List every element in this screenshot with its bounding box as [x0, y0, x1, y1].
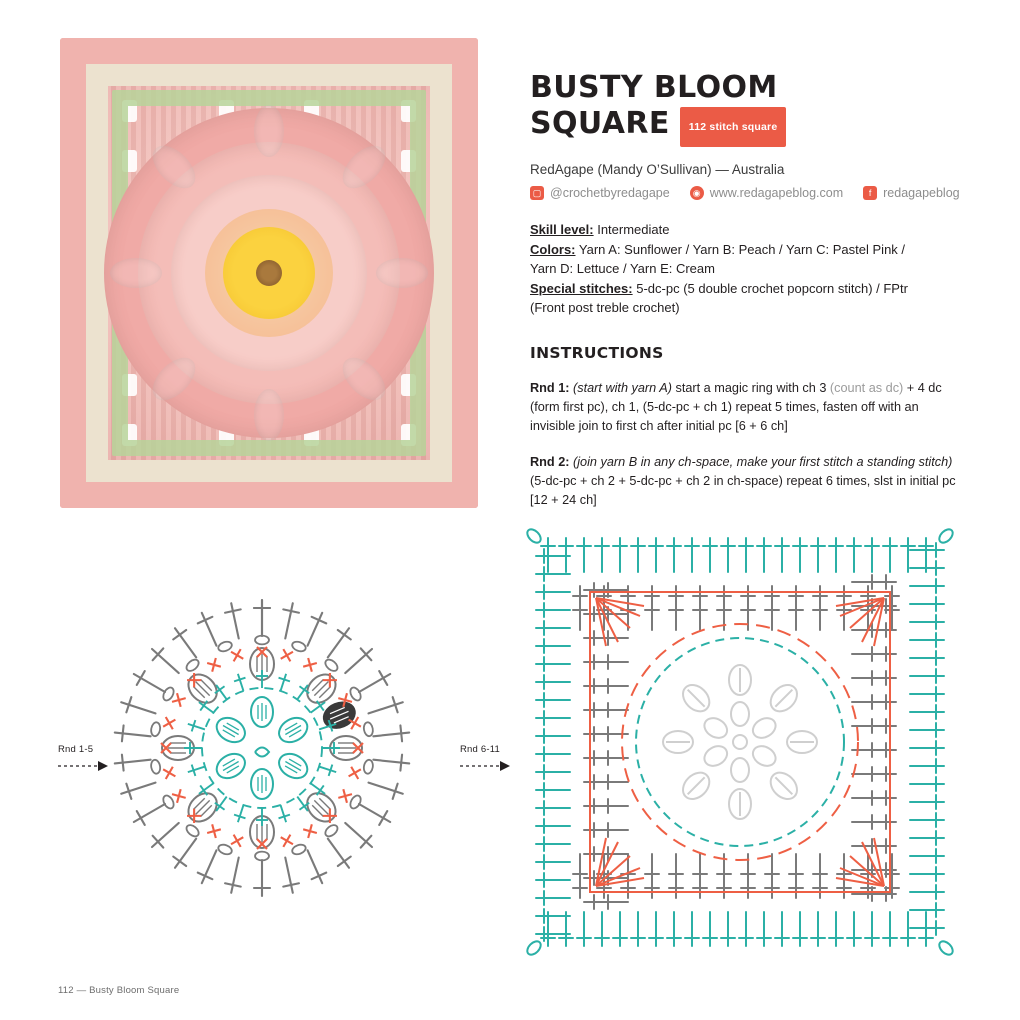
photo-petal-lobe — [254, 105, 284, 157]
facebook-icon[interactable]: f — [863, 186, 877, 200]
diagram-square-center-motif — [663, 665, 817, 819]
page-title-line1: BUSTY BLOOM — [530, 70, 778, 105]
pattern-specs — [530, 220, 962, 318]
diagram-left-arrow-group — [58, 744, 110, 773]
website-link[interactable]: www.redagapeblog.com — [709, 186, 844, 200]
photo-petal-lobe — [254, 389, 284, 441]
arrow-right-icon — [460, 759, 512, 773]
spec-colors-label: Colors: — [530, 241, 576, 257]
page-title — [530, 72, 962, 144]
pattern-text-column — [530, 72, 962, 510]
status-badge: 112 stitch square — [680, 107, 787, 147]
spec-colors-value-1: Yarn A: Sunflower / Yarn B: Peach / Yarn C: Pastel Pink / — [578, 241, 906, 257]
stitch-diagram-rounds-1-5 — [58, 578, 432, 918]
instruction-round-1 — [530, 379, 962, 436]
instagram-icon[interactable]: ▢ — [530, 186, 544, 200]
spec-skill-value: Intermediate — [597, 222, 670, 237]
diagram-right-arrow-group — [460, 744, 512, 773]
stitch-diagram-rounds-6-11 — [460, 520, 962, 964]
spec-skill — [530, 220, 962, 240]
round-1-text-a: start a magic ring with ch 3 — [675, 380, 830, 395]
round-1-label: Rnd 1: — [530, 380, 570, 395]
spec-colors-value-2: Yarn D: Lettuce / Yarn E: Cream — [530, 261, 715, 276]
photo-petal-lobe — [110, 258, 162, 288]
instruction-round-2 — [530, 453, 962, 510]
spec-skill-label: Skill level: — [530, 222, 594, 237]
stitch-diagram-rounds-1-5-svg — [92, 578, 432, 918]
spec-special — [530, 279, 962, 318]
instagram-handle[interactable]: @crochetbyredagape — [550, 186, 670, 200]
photo-flower — [104, 108, 434, 438]
instructions-heading: INSTRUCTIONS — [530, 343, 664, 362]
page-footer: 112 — Busty Bloom Square — [58, 985, 180, 996]
page-title-line2: SQUARE — [530, 106, 670, 141]
stitch-diagram-rounds-6-11-svg — [518, 520, 962, 964]
round-2-text-a: (5-dc-pc + ch 2 + 5-dc-pc + ch 2 in ch-space) repeat 6 times, slst in initial pc [12 + 24 ch] — [530, 473, 956, 507]
round-1-muted: (count as dc) — [829, 380, 904, 395]
spec-special-value-2: (Front post treble crochet) — [530, 300, 680, 315]
spec-colors — [530, 240, 962, 279]
diagram-center-cluster — [212, 697, 311, 799]
round-2-label: Rnd 2: — [530, 454, 570, 469]
diagram-left-label: Rnd 1-5 — [58, 744, 94, 755]
round-2-italic: (join yarn B in any ch-space, make your first stitch a standing stitch) — [573, 454, 953, 469]
arrow-right-icon — [58, 759, 110, 773]
globe-icon[interactable]: ◉ — [690, 186, 704, 200]
social-links — [530, 186, 962, 200]
round-1-italic: (start with yarn A) — [573, 380, 672, 395]
spec-special-label: Special stitches: — [530, 280, 633, 296]
facebook-handle[interactable]: redagapeblog — [883, 186, 960, 200]
crochet-square-photo — [60, 38, 478, 508]
spec-special-value-1: 5-dc-pc (5 double crochet popcorn stitch) / FPtr — [636, 280, 908, 296]
diagram-right-label: Rnd 6-11 — [460, 744, 500, 755]
photo-petal-lobe — [376, 258, 428, 288]
round-1-text-b: + 4 dc (form first pc), ch 1, (5-dc-pc + ch 1) repeat 5 times, fasten off with an invisible join to first ch after initial pc [6 + 6 ch] — [530, 380, 942, 433]
designer-credit: RedAgape (Mandy O’Sullivan) — Australia — [530, 162, 785, 177]
photo-flower-center — [256, 260, 282, 286]
